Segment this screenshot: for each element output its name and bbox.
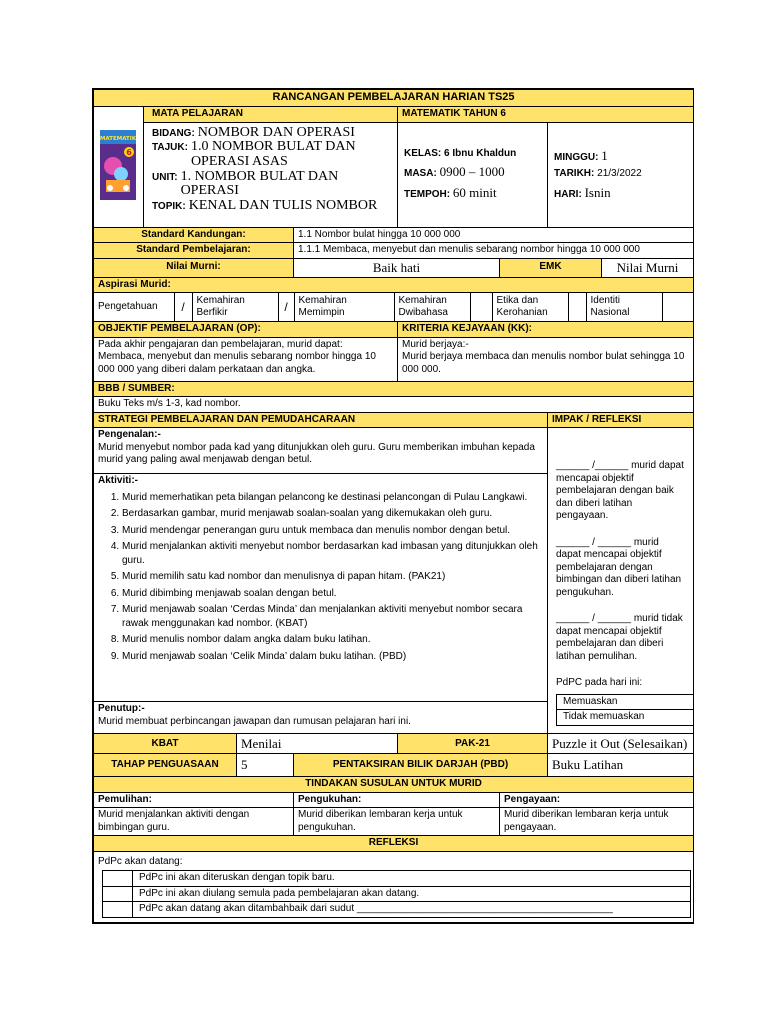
- kbat-value: Menilai: [237, 734, 398, 754]
- pemulihan-label: Pemulihan:: [94, 792, 294, 808]
- tahap-penguasaan-value: 5: [237, 754, 294, 777]
- aktiviti-item: 1. Murid memerhatikan peta bilangan pelancong ke destinasi pelancongan di Pulau Langkawi.: [122, 491, 543, 505]
- pengukuhan-label: Pengukuhan:: [294, 792, 500, 808]
- page-title: RANCANGAN PEMBELAJARAN HARIAN TS25: [94, 90, 694, 107]
- tahap-penguasaan-label: TAHAP PENGUASAAN: [94, 754, 237, 777]
- tarikh-label: TARIKH:: [554, 168, 595, 180]
- book-cover-image: [96, 130, 140, 200]
- pengukuhan-value: Murid diberikan lembaran kerja untuk pengukuhan.: [294, 808, 500, 836]
- masa-value: 0900 – 1000: [439, 164, 505, 180]
- aspirasi-identiti-mark: [662, 293, 694, 321]
- pemulihan-value: Murid menjalankan aktiviti dengan bimbingan guru.: [94, 808, 294, 836]
- hari-label: HARI:: [554, 188, 582, 200]
- pdpc-options: [556, 694, 694, 726]
- aspirasi-label: Aspirasi Murid:: [94, 277, 694, 293]
- aspirasi-dwibahasa-mark: [470, 293, 492, 321]
- pengenalan-text: Murid menyebut nombor pada kad yang ditunjukkan oleh guru. Guru memberikan imbuhan kepada murid yang paling awal menjawab dengan betul.: [98, 441, 535, 466]
- refleksi-options: [102, 870, 691, 918]
- minggu-value: 1: [601, 147, 608, 163]
- strategi-label: STRATEGI PEMBELAJARAN DAN PEMUDAHCARAAN: [94, 412, 548, 428]
- tempoh-label: TEMPOH:: [404, 188, 451, 200]
- pdpc-memuaskan: Memuaskan: [557, 694, 694, 710]
- emk-label: EMK: [500, 258, 602, 277]
- aspirasi-pengetahuan: Pengetahuan: [94, 293, 174, 321]
- pak21-value: Puzzle it Out (Selesaikan): [548, 734, 694, 754]
- impak-bimbingan: ______ / ______ murid dapat mencapai objektif pembelajaran dengan bimbingan dan diberi latihan pengukuhan.: [556, 536, 682, 598]
- nilai-murni-label: Nilai Murni:: [94, 258, 294, 277]
- refleksi-checkbox[interactable]: [103, 886, 133, 902]
- aspirasi-kemahiran-berfikir: Kemahiran Berfikir: [192, 293, 278, 321]
- objektif-text: Membaca, menyebut dan menulis sebarang nombor hingga 10 000 000 yang diberi dalam perkataan dan angka.: [98, 351, 376, 375]
- aspirasi-pengetahuan-mark: /: [174, 293, 192, 321]
- standard-pembelajaran-label: Standard Pembelajaran:: [94, 243, 294, 259]
- book-cover-cell: [94, 107, 144, 228]
- kriteria-label: KRITERIA KEJAYAAN (KK):: [398, 322, 694, 338]
- minggu-tarikh-cell: [548, 122, 694, 227]
- standard-kandungan-label: Standard Kandungan:: [94, 227, 294, 243]
- kriteria-cell: [398, 337, 694, 381]
- aktiviti-cell: [94, 474, 548, 702]
- kelas-label: KELAS:: [404, 147, 442, 159]
- pdpc-tidak-memuaskan: Tidak memuaskan: [557, 710, 694, 726]
- objektif-cell: [94, 337, 398, 381]
- pengenalan-label: Pengenalan:-: [98, 429, 161, 441]
- pbd-value: Buku Latihan: [548, 754, 694, 777]
- bbb-value: Buku Teks m/s 1-3, kad nombor.: [94, 397, 694, 413]
- masa-label: MASA:: [404, 168, 437, 180]
- penutup-label: Penutup:-: [98, 703, 145, 715]
- pak21-label: PAK-21: [398, 734, 548, 754]
- aktiviti-label: Aktiviti:-: [98, 475, 138, 487]
- kelas-masa-cell: [398, 122, 548, 227]
- mata-pelajaran-label: MATA PELAJARAN: [144, 107, 398, 123]
- aspirasi-kemahiran-memimpin: Kemahiran Memimpin: [294, 293, 394, 321]
- aktiviti-item: 8. Murid menulis nombor dalam angka dalam buku latihan.: [122, 633, 543, 647]
- mata-pelajaran-value: MATEMATIK TAHUN 6: [398, 107, 694, 123]
- refleksi-option: PdPc ini akan diulang semula pada pembelajaran akan datang.: [133, 886, 691, 902]
- pdpc-label: PdPC pada hari ini:: [556, 677, 643, 689]
- aktiviti-list: [98, 491, 543, 664]
- standard-pembelajaran-value: 1.1.1 Membaca, menyebut dan menulis sebarang nombor hingga 10 000 000: [294, 243, 694, 259]
- aktiviti-item: 6. Murid dibimbing menjawab soalan dengan betul.: [122, 587, 543, 601]
- aspirasi-identiti-nasional: Identiti Nasional: [586, 293, 662, 321]
- aktiviti-item: 4. Murid menjalankan aktiviti menyebut nombor berdasarkan kad imbasan yang ditunjukkan oleh guru.: [122, 540, 543, 567]
- lesson-plan-sheet: [92, 88, 694, 924]
- pengayaan-value: Murid diberikan lembaran kerja untuk pengayaan.: [500, 808, 694, 836]
- tajuk-value: 1.0 NOMBOR BULAT DAN OPERASI ASAS: [190, 139, 356, 169]
- unit-value: 1. NOMBOR BULAT DAN OPERASI: [180, 168, 339, 199]
- aktiviti-item: 5. Murid memilih satu kad nombor dan menulisnya di papan hitam. (PAK21): [122, 570, 543, 584]
- tindakan-susulan-label: TINDAKAN SUSULAN UNTUK MURID: [94, 777, 694, 793]
- impak-label: IMPAK / REFLEKSI: [548, 412, 694, 428]
- unit-label: UNIT:: [152, 171, 178, 183]
- tempoh-value: 60 minit: [452, 184, 497, 200]
- pengayaan-label: Pengayaan:: [500, 792, 694, 808]
- minggu-label: MINGGU:: [554, 151, 599, 163]
- nilai-murni-value: Baik hati: [294, 258, 500, 277]
- aktiviti-item: 2. Berdasarkan gambar, murid menjawab soalan-soalan yang dikemukakan oleh guru.: [122, 507, 543, 521]
- hari-value: Isnin: [584, 184, 611, 200]
- aspirasi-etika-kerohanian: Etika dan Kerohanian: [492, 293, 568, 321]
- kelas-value: 6 Ibnu Khaldun: [444, 147, 517, 159]
- refleksi-option: PdPc ini akan diteruskan dengan topik baru.: [133, 871, 691, 887]
- refleksi-checkbox[interactable]: [103, 902, 133, 918]
- pengenalan-cell: [94, 428, 548, 474]
- refleksi-cell: [94, 851, 694, 922]
- pdpc-akan-datang-label: PdPc akan datang:: [98, 855, 183, 867]
- emk-value: Nilai Murni: [602, 258, 694, 277]
- objektif-intro: Pada akhir pengajaran dan pembelajaran, murid dapat:: [98, 338, 343, 350]
- tarikh-value: 21/3/2022: [597, 168, 642, 180]
- bidang-value: NOMBOR DAN OPERASI: [197, 124, 355, 140]
- aspirasi-kemahiran-berfikir-mark: /: [278, 293, 294, 321]
- kriteria-intro: Murid berjaya:-: [402, 338, 469, 350]
- bbb-label: BBB / SUMBER:: [94, 381, 694, 397]
- penutup-text: Murid membuat perbincangan jawapan dan rumusan pelajaran hari ini.: [98, 715, 411, 727]
- bidang-label: BIDANG:: [152, 127, 195, 139]
- topic-info-cell: [144, 122, 398, 227]
- topik-label: TOPIK:: [152, 200, 186, 212]
- refleksi-label: REFLEKSI: [94, 836, 694, 852]
- impak-pemulihan: ______ / ______ murid tidak dapat mencapai objektif pembelajaran dan diberi latihan pemulihan.: [556, 613, 683, 662]
- impak-cell: [548, 428, 694, 734]
- kbat-label: KBAT: [94, 734, 237, 754]
- tajuk-label: TAJUK:: [152, 142, 188, 154]
- aspirasi-options-cell: [94, 293, 694, 322]
- aspirasi-options: [94, 293, 694, 321]
- kriteria-text: Murid berjaya membaca dan menulis nombor bulat sehingga 10 000 000.: [402, 351, 685, 375]
- aspirasi-etika-mark: [568, 293, 586, 321]
- book-title-text: MATEMATIK: [99, 135, 137, 142]
- objektif-label: OBJEKTIF PEMBELAJARAN (OP):: [94, 322, 398, 338]
- aktiviti-item: 3. Murid mendengar penerangan guru untuk membaca dan menulis nombor dengan betul.: [122, 524, 543, 538]
- penutup-cell: [94, 702, 548, 734]
- aktiviti-item: 9. Murid menjawab soalan ‘Celik Minda’ dalam buku latihan. (PBD): [122, 650, 543, 664]
- topik-value: KENAL DAN TULIS NOMBOR: [188, 197, 378, 213]
- impak-baik: ______ /______ murid dapat mencapai objektif pembelajaran dengan baik dan diberi latihan pengayaan.: [556, 460, 684, 522]
- lesson-plan-table: [93, 89, 694, 923]
- book-badge-text: 6: [126, 147, 132, 157]
- refleksi-option: PdPc akan datang akan ditambahbaik dari sudut ______________________________________________: [133, 902, 691, 918]
- aspirasi-kemahiran-dwibahasa: Kemahiran Dwibahasa: [394, 293, 470, 321]
- standard-kandungan-value: 1.1 Nombor bulat hingga 10 000 000: [294, 227, 694, 243]
- pbd-label: PENTAKSIRAN BILIK DARJAH (PBD): [294, 754, 548, 777]
- refleksi-checkbox[interactable]: [103, 871, 133, 887]
- aktiviti-item: 7. Murid menjawab soalan ‘Cerdas Minda’ dan menjalankan aktiviti menyebut nombor secara rawak menggunakan kad nombor. (KBAT): [122, 603, 543, 630]
